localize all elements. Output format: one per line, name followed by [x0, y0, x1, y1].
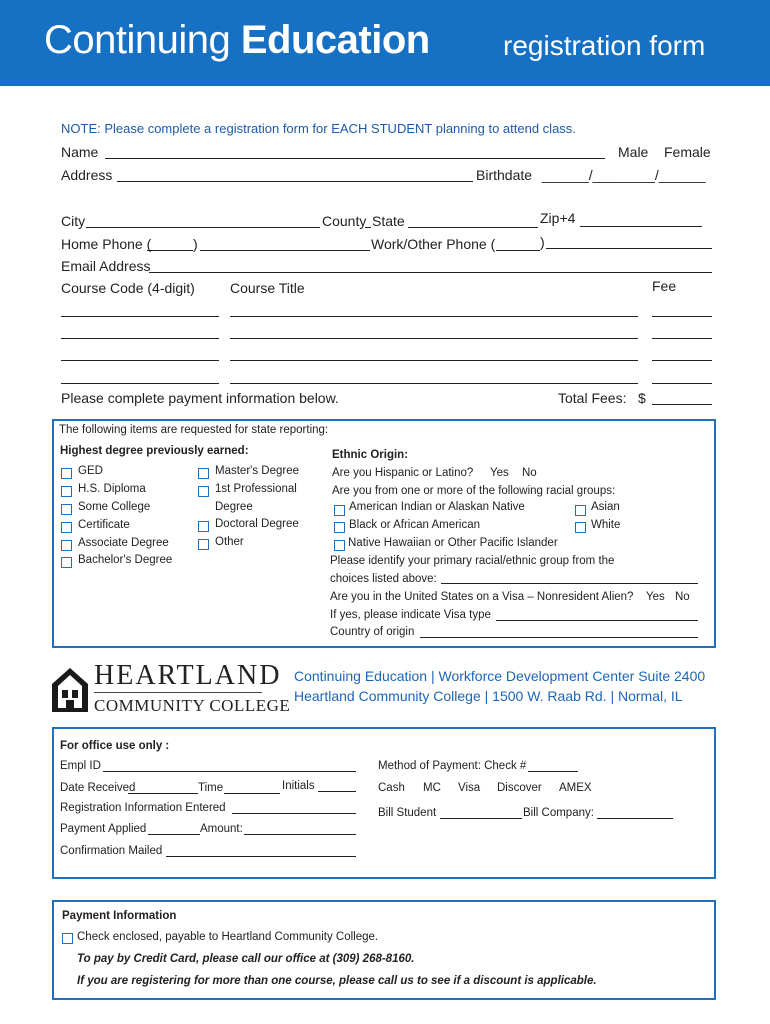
visa-type-field[interactable]	[496, 620, 698, 621]
amount-label: Amount:	[200, 823, 243, 835]
degree-option: Bachelor's Degree	[78, 554, 173, 566]
course-title-field[interactable]	[230, 360, 638, 361]
office-heading: For office use only :	[60, 740, 170, 752]
county-field[interactable]	[365, 227, 371, 228]
race-option: Native Hawaiian or Other Pacific Islander	[348, 537, 558, 549]
date-received-field[interactable]	[128, 793, 198, 794]
bill-student-field[interactable]	[440, 818, 522, 819]
birthdate-label: Birthdate	[476, 167, 533, 183]
initials-field[interactable]	[318, 791, 356, 792]
method-amex[interactable]: AMEX	[559, 782, 592, 794]
checkbox[interactable]	[334, 540, 345, 551]
checkbox[interactable]	[62, 933, 73, 944]
reg-info-field[interactable]	[232, 813, 356, 814]
checkbox[interactable]	[198, 521, 209, 532]
payment-applied-field[interactable]	[148, 834, 200, 835]
county-label: County	[322, 213, 367, 229]
degree-option: 1st Professional	[215, 483, 297, 495]
city-label: City	[61, 213, 86, 229]
ethnic-heading: Ethnic Origin:	[332, 449, 409, 461]
payment-prompt: Please complete payment information below.	[61, 390, 339, 406]
degree-option: Doctoral Degree	[215, 518, 299, 530]
home-phone-field[interactable]	[200, 250, 370, 251]
checkbox[interactable]	[61, 540, 72, 551]
bill-company-field[interactable]	[597, 818, 673, 819]
total-fees-label: Total Fees:	[558, 390, 627, 406]
checkbox[interactable]	[198, 539, 209, 550]
course-title-field[interactable]	[230, 383, 638, 384]
degree-option: Certificate	[78, 519, 130, 531]
degree-option-cont: Degree	[215, 501, 253, 513]
college-logo-icon	[50, 664, 90, 714]
check-number-field[interactable]	[528, 771, 578, 772]
zip-label: Zip+4	[540, 210, 576, 226]
course-code-field[interactable]	[61, 338, 219, 339]
visa-question: Are you in the United States on a Visa – Nonresident Alien?	[330, 591, 634, 603]
confirmation-label: Confirmation Mailed	[60, 845, 163, 857]
racial-question: Are you from one or more of the following racial groups:	[332, 485, 616, 497]
checkbox[interactable]	[61, 504, 72, 515]
race-option: Asian	[591, 501, 620, 513]
hispanic-question: Are you Hispanic or Latino?	[332, 467, 474, 479]
visa-type-label: If yes, please indicate Visa type	[330, 609, 491, 621]
time-label: Time	[198, 782, 224, 794]
course-title-field[interactable]	[230, 338, 638, 339]
state-label: State	[372, 213, 405, 229]
checkbox[interactable]	[198, 486, 209, 497]
page-title: Continuing Education	[44, 18, 430, 62]
empl-id-field[interactable]	[103, 771, 356, 772]
race-option: Black or African American	[349, 519, 481, 531]
course-title-header: Course Title	[230, 280, 305, 296]
degree-option: Some College	[78, 501, 151, 513]
page-subtitle: registration form	[503, 30, 706, 61]
work-phone-area[interactable]	[496, 250, 540, 251]
address-field[interactable]	[117, 181, 473, 182]
fee-field[interactable]	[652, 360, 712, 361]
home-phone-label: Home Phone (	[61, 236, 152, 252]
visa-no[interactable]: No	[675, 591, 690, 603]
note-text: NOTE: Please complete a registration form for EACH STUDENT planning to attend class.	[61, 121, 576, 136]
payment-applied-label: Payment Applied	[60, 823, 147, 835]
checkbox[interactable]	[334, 522, 345, 533]
method-label: Method of Payment: Check #	[378, 760, 527, 772]
birthdate-field[interactable]: ______/________/______	[542, 167, 706, 183]
work-phone-label: Work/Other Phone (	[371, 236, 496, 252]
course-code-header: Course Code (4-digit)	[61, 280, 195, 296]
course-title-field[interactable]	[230, 316, 638, 317]
degree-option: Master's Degree	[215, 465, 300, 477]
state-intro: The following items are requested for state reporting:	[59, 424, 329, 436]
logo-divider	[94, 692, 262, 693]
male-option[interactable]: Male	[618, 144, 649, 160]
race-option: American Indian or Alaskan Native	[349, 501, 525, 513]
date-received-label: Date Received	[60, 782, 136, 794]
fee-field[interactable]	[652, 338, 712, 339]
reg-info-label: Registration Information Entered	[60, 802, 226, 814]
bill-student-label: Bill Student	[378, 807, 437, 819]
checkbox[interactable]	[61, 468, 72, 479]
course-code-field[interactable]	[61, 383, 219, 384]
course-code-field[interactable]	[61, 360, 219, 361]
degree-option: H.S. Diploma	[78, 483, 146, 495]
checkbox[interactable]	[575, 522, 586, 533]
method-cash[interactable]: Cash	[378, 782, 405, 794]
dollar-sign: $	[638, 390, 646, 406]
email-label: Email Address	[61, 258, 151, 274]
discount-text: If you are registering for more than one course, please call us to see if a discount is applicable.	[77, 975, 597, 987]
address-label: Address	[61, 167, 113, 183]
check-enclosed-text: Check enclosed, payable to Heartland Community College.	[77, 931, 379, 943]
home-phone-close: )	[193, 236, 198, 252]
hispanic-no[interactable]: No	[522, 467, 537, 479]
work-phone-field[interactable]	[546, 248, 712, 249]
payment-heading: Payment Information	[62, 910, 177, 922]
degree-option: Other	[215, 536, 244, 548]
method-mc[interactable]: MC	[423, 782, 441, 794]
visa-yes[interactable]: Yes	[646, 591, 665, 603]
race-option: White	[591, 519, 621, 531]
state-field[interactable]	[408, 227, 538, 228]
method-discover[interactable]: Discover	[497, 782, 542, 794]
checkbox[interactable]	[575, 505, 586, 516]
college-address-2: Heartland Community College | 1500 W. Raab Rd. | Normal, IL	[294, 688, 683, 704]
method-visa[interactable]: Visa	[458, 782, 481, 794]
checkbox[interactable]	[198, 468, 209, 479]
identify-text: Please identify your primary racial/ethnic group from the	[330, 555, 615, 567]
work-phone-close: )	[540, 234, 545, 250]
zip-field[interactable]	[580, 226, 702, 227]
checkbox[interactable]	[61, 557, 72, 568]
degree-option: Associate Degree	[78, 537, 169, 549]
home-phone-area[interactable]	[147, 250, 193, 251]
fee-header: Fee	[652, 278, 677, 294]
checkbox[interactable]	[61, 522, 72, 533]
email-field[interactable]	[149, 272, 712, 273]
amount-field[interactable]	[244, 834, 356, 835]
total-fees-field[interactable]	[652, 404, 712, 405]
course-code-field[interactable]	[61, 316, 219, 317]
checkbox[interactable]	[61, 486, 72, 497]
college-logo-sub: COMMUNITY COLLEGE	[94, 696, 291, 715]
country-label: Country of origin	[330, 626, 415, 638]
name-field[interactable]	[105, 158, 605, 159]
country-field[interactable]	[420, 637, 698, 638]
initials-label: Initials	[282, 780, 315, 792]
college-logo-name: HEARTLAND	[94, 660, 282, 691]
time-field[interactable]	[224, 793, 280, 794]
bill-company-label: Bill Company:	[523, 807, 594, 819]
credit-card-text: To pay by Credit Card, please call our office at (309) 268-8160.	[77, 953, 415, 965]
identify-text-cont: choices listed above:	[330, 573, 437, 585]
degree-option: GED	[78, 465, 103, 477]
fee-field[interactable]	[652, 316, 712, 317]
empl-id-label: Empl ID	[60, 760, 101, 772]
name-label: Name	[61, 144, 99, 160]
city-field[interactable]	[86, 227, 320, 228]
confirmation-field[interactable]	[166, 856, 356, 857]
female-option[interactable]: Female	[664, 144, 711, 160]
checkbox[interactable]	[334, 505, 345, 516]
degree-heading: Highest degree previously earned:	[60, 445, 249, 457]
hispanic-yes[interactable]: Yes	[490, 467, 509, 479]
college-address-1: Continuing Education | Workforce Development Center Suite 2400	[294, 668, 706, 684]
ethnic-group-field[interactable]	[441, 583, 698, 584]
fee-field[interactable]	[652, 383, 712, 384]
